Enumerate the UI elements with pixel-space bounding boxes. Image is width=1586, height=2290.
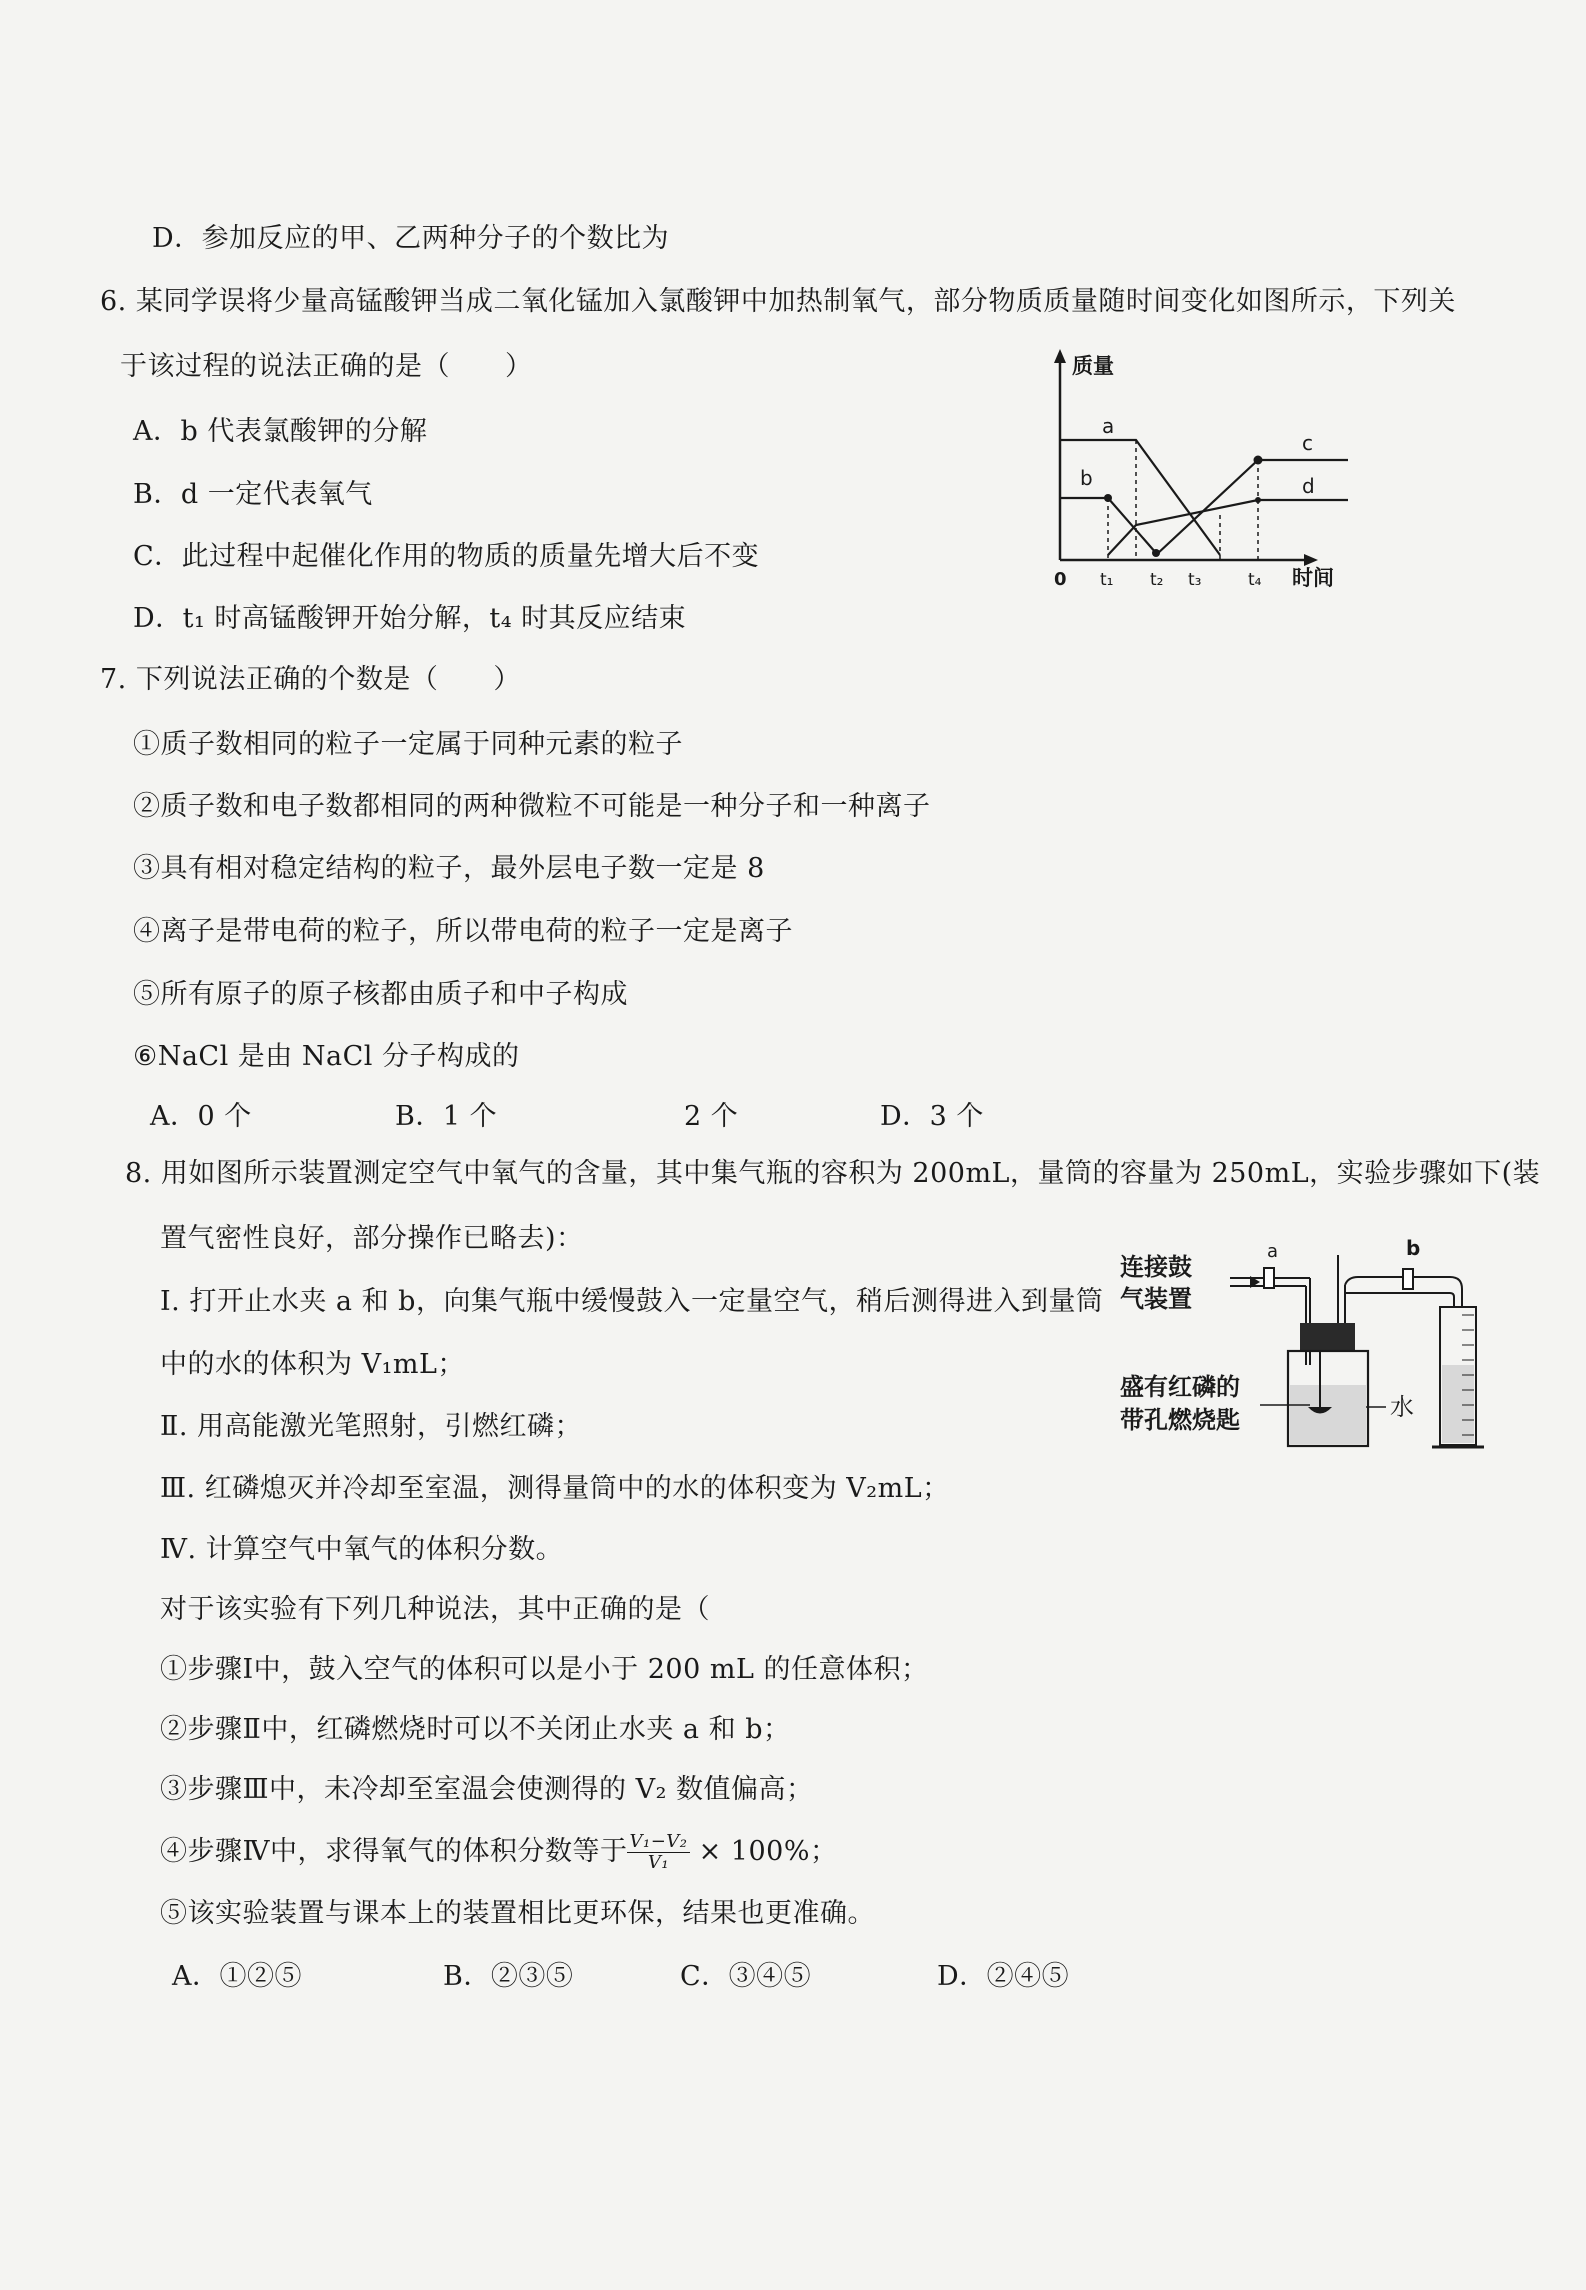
q8-step-2: Ⅱ. 用高能激光笔照射，引燃红磷； bbox=[160, 1411, 583, 1442]
graph-ylabel: 质量 bbox=[1072, 354, 1114, 378]
graph-origin: 0 bbox=[1054, 569, 1067, 590]
label-water: 水 bbox=[1390, 1393, 1414, 1421]
q8-item-1: ①步骤Ⅰ中，鼓入空气的体积可以是小于 200 mL 的任意体积； bbox=[160, 1654, 929, 1685]
q7-option-b: B．1 个 bbox=[395, 1101, 498, 1132]
mass-time-graph bbox=[1040, 345, 1370, 595]
q7-item-3: ③具有相对稳定结构的粒子，最外层电子数一定是 8 bbox=[133, 853, 765, 884]
q8-stem-line1: 8. 用如图所示装置测定空气中氧气的含量，其中集气瓶的容积为 200mL，量筒的容量为 250mL，实验步骤如下(装 bbox=[125, 1158, 1541, 1189]
clamp-a-label: a bbox=[1267, 1241, 1279, 1262]
q8-item-5: ⑤该实验装置与课本上的装置相比更环保，结果也更准确。 bbox=[160, 1898, 875, 1929]
fraction-numerator: V₁−V₂ bbox=[629, 1831, 688, 1852]
fraction bbox=[627, 1832, 689, 1873]
apparatus-diagram bbox=[1110, 1235, 1490, 1465]
graph-xlabel: 时间 bbox=[1292, 566, 1334, 590]
q8-step-1a: Ⅰ. 打开止水夹 a 和 b，向集气瓶中缓慢鼓入一定量空气，稍后测得进入到量筒 bbox=[160, 1286, 1104, 1317]
q8-step-4: Ⅳ. 计算空气中氧气的体积分数。 bbox=[160, 1534, 564, 1565]
clamp-b-label: b bbox=[1406, 1236, 1421, 1260]
q8-option-c: C．③④⑤ bbox=[680, 1961, 812, 1992]
q6-option-c: C．此过程中起催化作用的物质的质量先增大后不变 bbox=[133, 541, 760, 572]
graph-tick-t2: t₂ bbox=[1150, 570, 1164, 590]
q8-item-2: ②步骤Ⅱ中，红磷燃烧时可以不关闭止水夹 a 和 b； bbox=[160, 1714, 791, 1745]
q8-stem-line2: 置气密性良好，部分操作已略去)： bbox=[160, 1223, 584, 1254]
q8-intro: 对于该实验有下列几种说法，其中正确的是（ bbox=[160, 1594, 710, 1625]
q7-item-1: ①质子数相同的粒子一定属于同种元素的粒子 bbox=[133, 729, 683, 760]
q8-option-a: A．①②⑤ bbox=[172, 1961, 302, 1992]
q7-stem: 7. 下列说法正确的个数是（ ） bbox=[100, 664, 521, 695]
q6-option-b: B．d 一定代表氧气 bbox=[133, 479, 373, 510]
q7-option-d: D．3 个 bbox=[880, 1101, 984, 1132]
q8-item-4-suffix: × 100%； bbox=[698, 1836, 838, 1867]
label-air-device-2: 气装置 bbox=[1120, 1285, 1192, 1313]
q7-option-a: A．0 个 bbox=[150, 1101, 252, 1132]
q7-item-4: ④离子是带电荷的粒子，所以带电荷的粒子一定是离子 bbox=[133, 916, 793, 947]
q8-step-1b: 中的水的体积为 V₁mL； bbox=[160, 1349, 465, 1380]
q7-item-6: ⑥NaCl 是由 NaCl 分子构成的 bbox=[133, 1041, 520, 1072]
graph-tick-t1: t₁ bbox=[1100, 570, 1114, 590]
graph-label-d: d bbox=[1302, 474, 1315, 498]
q8-option-b: B．②③⑤ bbox=[443, 1961, 574, 1992]
label-phosphorus-2: 带孔燃烧匙 bbox=[1120, 1406, 1240, 1434]
label-air-device-1: 连接鼓 bbox=[1120, 1253, 1192, 1281]
q8-item-4 bbox=[160, 1827, 838, 1877]
q8-item-4-prefix: ④步骤Ⅳ中，求得氧气的体积分数等于 bbox=[160, 1836, 628, 1867]
q7-item-5: ⑤所有原子的原子核都由质子和中子构成 bbox=[133, 979, 628, 1010]
graph-label-a: a bbox=[1102, 414, 1115, 438]
q8-step-3: Ⅲ. 红磷熄灭并冷却至室温，测得量筒中的水的体积变为 V₂mL； bbox=[160, 1473, 950, 1504]
q7-option-c: 2 个 bbox=[684, 1101, 739, 1132]
graph-tick-t4: t₄ bbox=[1248, 570, 1262, 590]
q5-option-d: D．参加反应的甲、乙两种分子的个数比为 bbox=[152, 223, 670, 254]
fraction-denominator: V₁ bbox=[647, 1852, 670, 1873]
q8-item-3: ③步骤Ⅲ中，未冷却至室温会使测得的 V₂ 数值偏高； bbox=[160, 1774, 814, 1805]
q8-option-d: D．②④⑤ bbox=[937, 1961, 1070, 1992]
q7-item-2: ②质子数和电子数都相同的两种微粒不可能是一种分子和一种离子 bbox=[133, 791, 931, 822]
q6-stem-line1: 6. 某同学误将少量高锰酸钾当成二氧化锰加入氯酸钾中加热制氧气，部分物质质量随时间变化如图所示，下列关 bbox=[100, 286, 1456, 317]
graph-label-c: c bbox=[1302, 431, 1313, 455]
label-phosphorus-1: 盛有红磷的 bbox=[1120, 1373, 1240, 1401]
q6-option-d: D．t₁ 时高锰酸钾开始分解，t₄ 时其反应结束 bbox=[133, 603, 687, 634]
graph-label-b: b bbox=[1080, 466, 1093, 490]
q6-option-a: A．b 代表氯酸钾的分解 bbox=[133, 416, 428, 447]
graph-tick-t3: t₃ bbox=[1188, 570, 1202, 590]
q6-stem-line2: 于该过程的说法正确的是（ ） bbox=[120, 351, 533, 382]
